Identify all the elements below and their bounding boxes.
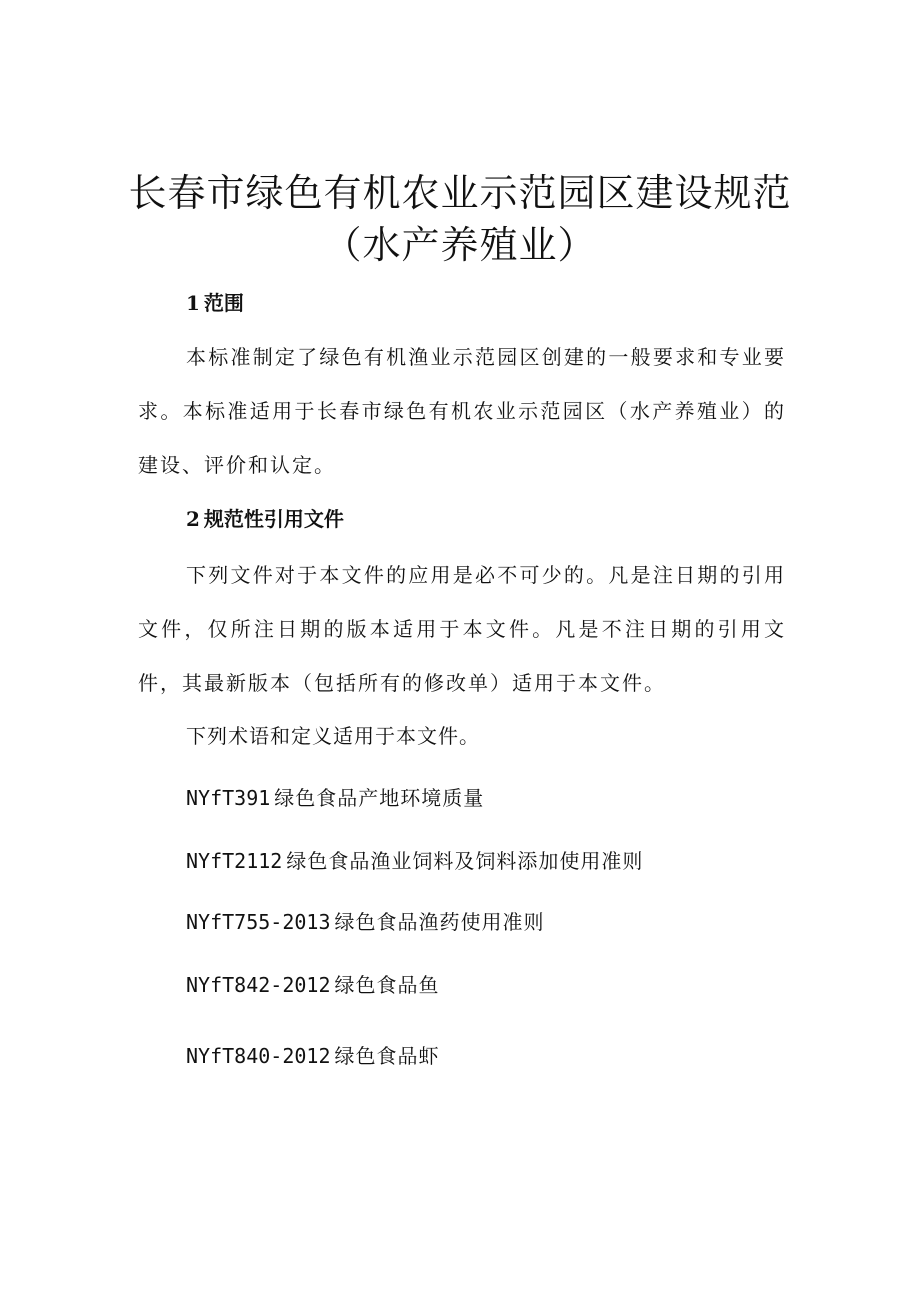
section-1-title: 范围 <box>203 291 244 315</box>
reference-item <box>186 782 484 811</box>
document-subtitle: （水产养殖业） <box>323 223 597 267</box>
reference-item <box>186 969 440 998</box>
reference-code: NYfT755-2013 <box>186 910 331 934</box>
reference-item <box>186 906 545 935</box>
reference-item <box>186 845 643 874</box>
section-1-heading <box>186 287 244 316</box>
reference-code: NYfT2112 <box>186 849 283 873</box>
reference-item <box>186 1040 440 1069</box>
section-2-number: 2 <box>186 507 200 531</box>
section-1-number: 1 <box>186 291 200 315</box>
section-2-heading <box>186 503 344 532</box>
reference-name: 绿色食品鱼 <box>334 973 440 997</box>
reference-name: 绿色食品渔业饲料及饲料添加使用准则 <box>286 849 644 873</box>
section-2-paragraph-2: 下列术语和定义适用于本文件。 <box>186 724 480 748</box>
section-1-paragraph: 本标准制定了绿色有机渔业示范园区创建的一般要求和专业要求。本标准适用于长春市绿色有机农业示范园区（水产养殖业）的建设、评价和认定。 <box>138 345 786 477</box>
section-2-paragraph-1: 下列文件对于本文件的应用是必不可少的。凡是注日期的引用文件，仅所注日期的版本适用于本文件。凡是不注日期的引用文件，其最新版本（包括所有的修改单）适用于本文件。 <box>138 563 786 695</box>
reference-code: NYfT840-2012 <box>186 1044 331 1068</box>
reference-name: 绿色食品产地环境质量 <box>274 786 485 810</box>
section-2-title: 规范性引用文件 <box>203 507 344 531</box>
reference-code: NYfT391 <box>186 786 271 810</box>
reference-code: NYfT842-2012 <box>186 973 331 997</box>
document-title: 长春市绿色有机农业示范园区建设规范 <box>128 171 792 215</box>
reference-name: 绿色食品渔药使用准则 <box>334 910 545 934</box>
reference-name: 绿色食品虾 <box>334 1044 440 1068</box>
